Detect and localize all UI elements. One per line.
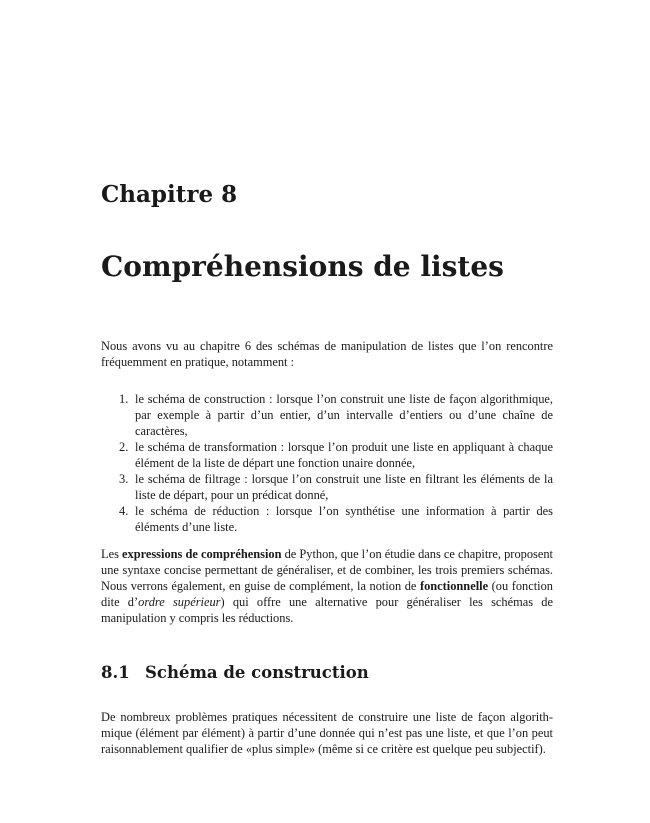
list-item: [101, 503, 553, 535]
text-run: de Python, que l’on étudie dans ce chapitre, proposent une syntaxe concise permettant de généraliser, et de combiner, les trois premiers schémas. Nous verrons également, en guise de complément, la notion de: [101, 547, 553, 593]
list-item-number: 3.: [119, 472, 129, 486]
list-item-text: le schéma de réduction : lorsque l’on synthétise une information à partir des éléments d’une liste.: [135, 504, 553, 534]
text-run: (ou fonction dite d’: [101, 579, 553, 609]
text-run: Les: [101, 547, 122, 561]
section-title: Schéma de construction: [145, 663, 369, 682]
schemes-list: [101, 391, 553, 535]
list-item-text: le schéma de filtrage : lorsque l’on construit une liste en filtrant les éléments de la liste de départ, pour un prédicat donné,: [135, 472, 553, 502]
list-item-number: 4.: [119, 504, 129, 518]
list-item-number: 1.: [119, 392, 129, 406]
list-item-text: le schéma de construction : lorsque l’on construit une liste de façon algorithmique, par exemple à partir d’un entier, d’un intervalle d’entiers ou d’une chaîne de caractères,: [135, 392, 553, 438]
section-heading: [101, 662, 369, 684]
text-run: ) qui offre une alternative pour généraliser les schémas de manipulation y compris les réductions.: [101, 595, 554, 625]
section-paragraph: De nombreux problèmes pratiques nécessitent de construire une liste de façon algorithmique (élément par élément) à partir d’une donnée qui n’est pas une liste, et que l’on peut raisonnablement qualifier de «plus simple» (même si ce critère est quelque peu subjectif).: [101, 710, 553, 756]
term-expressions-de-comprehension: expressions de compréhension: [122, 547, 282, 561]
list-item-text: le schéma de transformation : lorsque l’on produit une liste en appliquant à chaque élément de la liste de départ une fonction unaire donnée,: [135, 440, 553, 470]
intro-paragraph: Nous avons vu au chapitre 6 des schémas de manipulation de listes que l’on rencontre fréquemment en pratique, notamment :: [101, 339, 553, 369]
list-item: [101, 471, 553, 503]
section-number: 8.1: [101, 663, 130, 682]
term-ordre-superieur: ordre supérieur: [138, 595, 221, 609]
list-item-number: 2.: [119, 440, 129, 454]
term-fonctionnelle: fonctionnelle: [419, 579, 489, 593]
chapter-title: Compréhensions de listes: [101, 250, 504, 283]
list-item: [101, 391, 553, 439]
list-item: [101, 439, 553, 471]
chapter-label: Chapitre 8: [101, 181, 238, 208]
comprehension-paragraph: [101, 546, 553, 626]
